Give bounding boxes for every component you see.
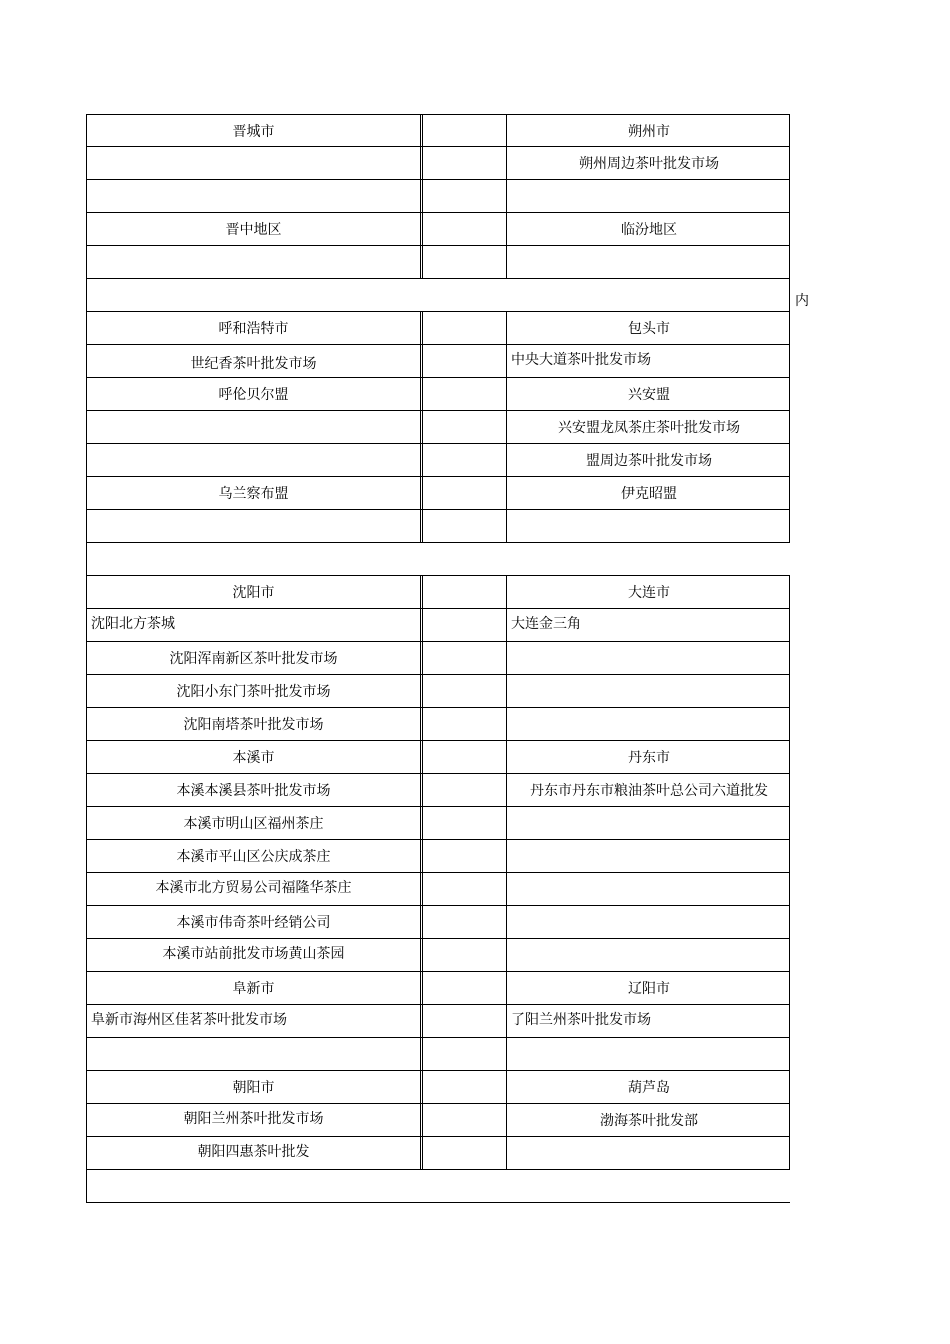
cell-col-a[interactable]: 呼伦贝尔盟 <box>87 378 423 410</box>
merged-cell[interactable] <box>87 1170 790 1202</box>
cell-col-a[interactable]: 本溪本溪县茶叶批发市场 <box>87 774 423 806</box>
cell-col-c[interactable] <box>507 840 791 872</box>
table-row <box>86 114 790 147</box>
cell-col-c[interactable]: 兴安盟龙凤茶庄茶叶批发市场 <box>558 420 740 436</box>
table-row <box>86 609 790 642</box>
cell-col-a[interactable] <box>87 411 423 443</box>
cell-col-b[interactable] <box>423 510 507 542</box>
cell-col-b[interactable] <box>423 972 507 1004</box>
cell-col-a[interactable]: 阜新市海州区佳茗茶叶批发市场 <box>87 1005 423 1037</box>
cell-col-b[interactable] <box>423 906 507 938</box>
cell-col-a[interactable]: 沈阳市 <box>87 576 423 608</box>
cell-col-b[interactable] <box>423 840 507 872</box>
cell-col-b[interactable] <box>423 477 507 509</box>
cell-col-b[interactable] <box>423 576 507 608</box>
cell-col-a[interactable] <box>87 147 423 179</box>
table-row <box>86 246 790 279</box>
cell-col-a[interactable]: 呼和浩特市 <box>87 312 423 344</box>
cell-col-b[interactable] <box>423 1005 507 1037</box>
table-row <box>86 972 790 1005</box>
table-row <box>86 576 790 609</box>
table-row <box>86 1071 790 1104</box>
spreadsheet-table <box>86 114 790 1203</box>
cell-col-c[interactable] <box>507 675 791 707</box>
cell-col-a[interactable]: 本溪市伟奇茶叶经销公司 <box>87 906 423 938</box>
cell-col-a[interactable] <box>87 510 423 542</box>
cell-col-b[interactable] <box>423 1137 507 1169</box>
cell-col-a[interactable] <box>87 1038 423 1070</box>
table-row <box>86 477 790 510</box>
table-row <box>86 840 790 873</box>
table-row <box>86 147 790 180</box>
cell-col-a[interactable]: 本溪市明山区福州茶庄 <box>87 807 423 839</box>
cell-col-a[interactable]: 乌兰察布盟 <box>87 477 423 509</box>
cell-col-b[interactable] <box>423 411 507 443</box>
cell-col-c[interactable] <box>507 642 791 674</box>
cell-col-a[interactable]: 本溪市站前批发市场黄山茶园 <box>87 939 423 971</box>
cell-col-a[interactable]: 朝阳四惠茶叶批发 <box>87 1137 423 1169</box>
table-row <box>86 1005 790 1038</box>
cell-col-c[interactable] <box>507 939 791 971</box>
cell-col-b[interactable] <box>423 1104 507 1136</box>
table-row <box>86 642 790 675</box>
table-row <box>86 213 790 246</box>
table-row <box>86 774 790 807</box>
table-row <box>86 906 790 939</box>
cell-col-c[interactable]: 朔州市 <box>628 123 670 140</box>
table-row <box>86 939 790 972</box>
cell-col-a[interactable]: 沈阳小东门茶叶批发市场 <box>87 675 423 707</box>
cell-col-c[interactable]: 丹东市丹东市粮油茶叶总公司六道批发 <box>530 783 768 799</box>
table-row <box>86 444 790 477</box>
table-row <box>86 312 790 345</box>
cell-col-b[interactable] <box>423 147 507 179</box>
cell-col-a[interactable] <box>87 246 423 278</box>
cell-col-c[interactable]: 包头市 <box>628 321 670 337</box>
cell-col-c[interactable] <box>507 807 791 839</box>
table-row <box>86 345 790 378</box>
cell-col-c[interactable]: 盟周边茶叶批发市场 <box>586 453 712 469</box>
cell-col-b[interactable] <box>423 312 507 344</box>
cell-col-a[interactable]: 晋城市 <box>87 115 423 146</box>
cell-col-b[interactable] <box>423 378 507 410</box>
overflow-cell-text: 内 <box>795 293 809 309</box>
cell-col-a[interactable]: 朝阳兰州茶叶批发市场 <box>87 1104 423 1136</box>
cell-col-c[interactable] <box>507 708 791 740</box>
table-row <box>86 1170 790 1203</box>
cell-col-b[interactable] <box>423 642 507 674</box>
cell-col-a[interactable]: 世纪香茶叶批发市场 <box>87 345 423 377</box>
merged-cell[interactable] <box>87 279 789 311</box>
table-row <box>86 807 790 840</box>
cell-col-c[interactable]: 朔州周边茶叶批发市场 <box>579 156 719 172</box>
cell-col-c[interactable]: 辽阳市 <box>628 981 670 997</box>
table-row <box>86 543 790 576</box>
cell-col-a[interactable]: 阜新市 <box>87 972 423 1004</box>
table-row <box>86 675 790 708</box>
cell-col-a[interactable]: 晋中地区 <box>87 213 423 245</box>
cell-col-c[interactable]: 中央大道茶叶批发市场 <box>511 352 651 368</box>
cell-col-c[interactable]: 丹东市 <box>628 750 670 766</box>
table-row <box>86 708 790 741</box>
cell-col-c[interactable] <box>507 246 791 278</box>
cell-col-b[interactable] <box>423 774 507 806</box>
table-row <box>86 1038 790 1071</box>
merged-cell[interactable] <box>87 543 790 575</box>
cell-col-b[interactable] <box>423 939 507 971</box>
cell-col-b[interactable] <box>423 1038 507 1070</box>
cell-col-c[interactable] <box>507 1038 791 1070</box>
cell-col-c[interactable]: 伊克昭盟 <box>621 486 677 502</box>
table-row <box>86 873 790 906</box>
table-row <box>86 279 790 312</box>
cell-col-c[interactable] <box>507 1137 791 1169</box>
cell-col-a[interactable]: 本溪市北方贸易公司福隆华茶庄 <box>87 873 423 905</box>
cell-col-b[interactable] <box>423 807 507 839</box>
cell-col-a[interactable]: 本溪市平山区公庆成茶庄 <box>87 840 423 872</box>
table-row <box>86 180 790 213</box>
cell-col-a[interactable]: 沈阳南塔茶叶批发市场 <box>87 708 423 740</box>
table-row <box>86 1104 790 1137</box>
cell-col-b[interactable] <box>423 873 507 905</box>
table-row <box>86 741 790 774</box>
cell-col-c[interactable] <box>507 180 791 212</box>
cell-col-a[interactable]: 本溪市 <box>87 741 423 773</box>
cell-col-b[interactable] <box>423 444 507 476</box>
cell-col-c[interactable] <box>507 873 791 905</box>
cell-col-c[interactable]: 临汾地区 <box>621 222 677 238</box>
cell-col-b[interactable] <box>423 708 507 740</box>
cell-col-c[interactable]: 渤海茶叶批发部 <box>600 1113 698 1129</box>
cell-col-a[interactable]: 朝阳市 <box>87 1071 423 1103</box>
cell-col-b[interactable] <box>423 246 507 278</box>
cell-col-c[interactable]: 兴安盟 <box>628 387 670 403</box>
cell-col-c[interactable] <box>507 510 791 542</box>
table-row <box>86 378 790 411</box>
cell-col-b[interactable] <box>423 741 507 773</box>
cell-col-c[interactable]: 葫芦岛 <box>628 1080 670 1096</box>
cell-col-b[interactable] <box>423 1071 507 1103</box>
table-row <box>86 1137 790 1170</box>
cell-col-c[interactable] <box>507 906 791 938</box>
table-row <box>86 411 790 444</box>
cell-col-b[interactable] <box>423 609 507 641</box>
cell-col-c[interactable]: 了阳兰州茶叶批发市场 <box>511 1012 651 1028</box>
cell-col-a[interactable] <box>87 180 423 212</box>
cell-col-b[interactable] <box>423 180 507 212</box>
cell-col-b[interactable] <box>423 115 507 146</box>
cell-col-b[interactable] <box>423 345 507 377</box>
cell-col-a[interactable]: 沈阳浑南新区茶叶批发市场 <box>87 642 423 674</box>
cell-col-c[interactable]: 大连金三角 <box>511 616 581 632</box>
cell-col-b[interactable] <box>423 675 507 707</box>
cell-col-a[interactable]: 沈阳北方茶城 <box>87 609 423 641</box>
cell-col-b[interactable] <box>423 213 507 245</box>
cell-col-a[interactable] <box>87 444 423 476</box>
cell-col-c[interactable]: 大连市 <box>628 585 670 601</box>
table-row <box>86 510 790 543</box>
